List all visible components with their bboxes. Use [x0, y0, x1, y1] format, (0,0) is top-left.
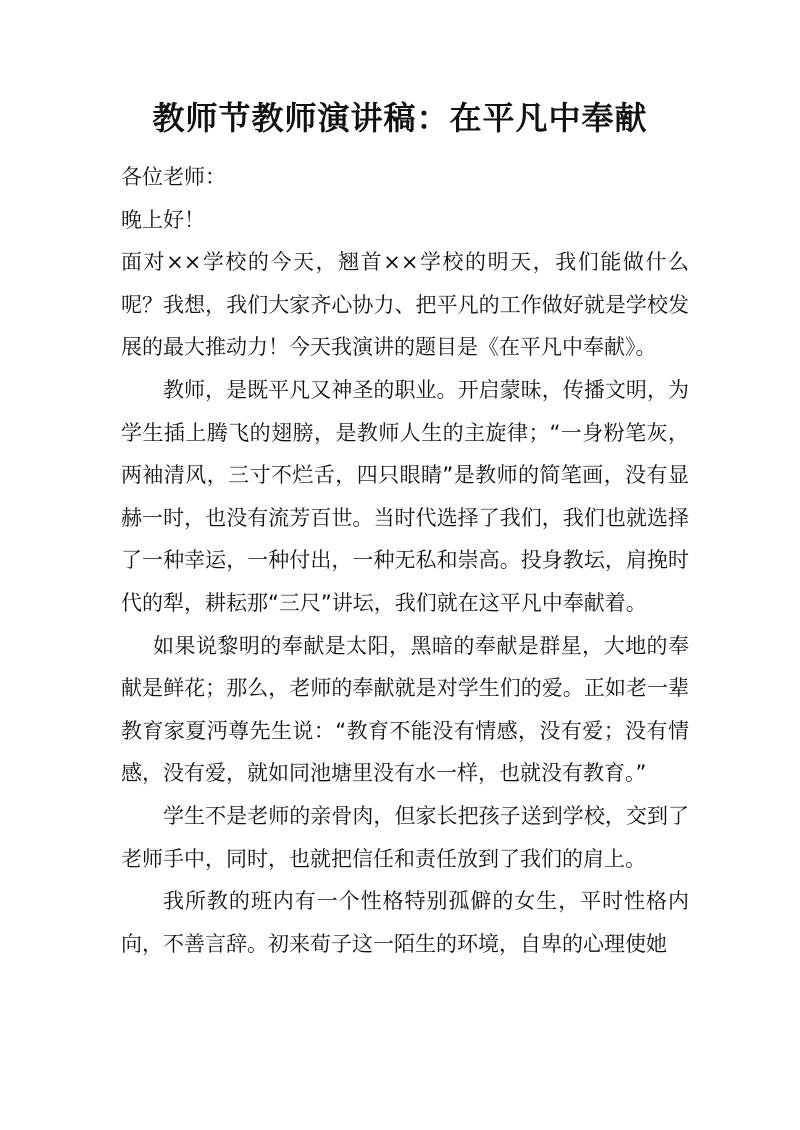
greeting: 晚上好！ — [121, 207, 205, 232]
paragraph-teacher-profession: 教师，是既平凡又神圣的职业。开启蒙昧，传播文明，为学生插上腾飞的翅膀，是教师人生的主旋律；“一身粉笔灰，两袖清风，三寸不烂舌，四只眼睛”是教师的简笔画，没有显赫一时，也没有流芳百世。当时代选择了我们，我们也就选择了一种幸运，一种付出，一种无私和崇高。投身教坛，肩挽时代的犁，耕耘那“三尺”讲坛，我们就在这平凡中奉献着。 — [121, 377, 689, 615]
document-body — [121, 156, 689, 965]
paragraph-trust-responsibility: 学生不是老师的亲骨肉，但家长把孩子送到学校，交到了老师手中，同时，也就把信任和责任放到了我们的肩上。 — [121, 803, 689, 871]
paragraph-dedication-love: 如果说黎明的奉献是太阳，黑暗的奉献是群星，大地的奉献是鲜花；那么，老师的奉献就是对学生们的爱。正如老一辈教育家夏沔尊先生说：“教育不能没有情感，没有爱；没有情感，没有爱，就如同池塘里没有水一样，也就没有教育。” — [121, 633, 689, 786]
paragraph-student-story: 我所教的班内有一个性格特别孤僻的女生，平时性格内向，不善言辞。初来荀子这一陌生的环境，自卑的心理使她 — [121, 889, 689, 956]
salutation: 各位老师： — [121, 165, 226, 189]
paragraph-intro: 面对××学校的今天，翘首××学校的明天，我们能做什么呢？我想，我们大家齐心协力、把平凡的工作做好就是学校发展的最大推动力！今天我演讲的题目是《在平凡中奉献》。 — [121, 250, 689, 360]
document-title: 教师节教师演讲稿：在平凡中奉献 — [152, 99, 648, 137]
